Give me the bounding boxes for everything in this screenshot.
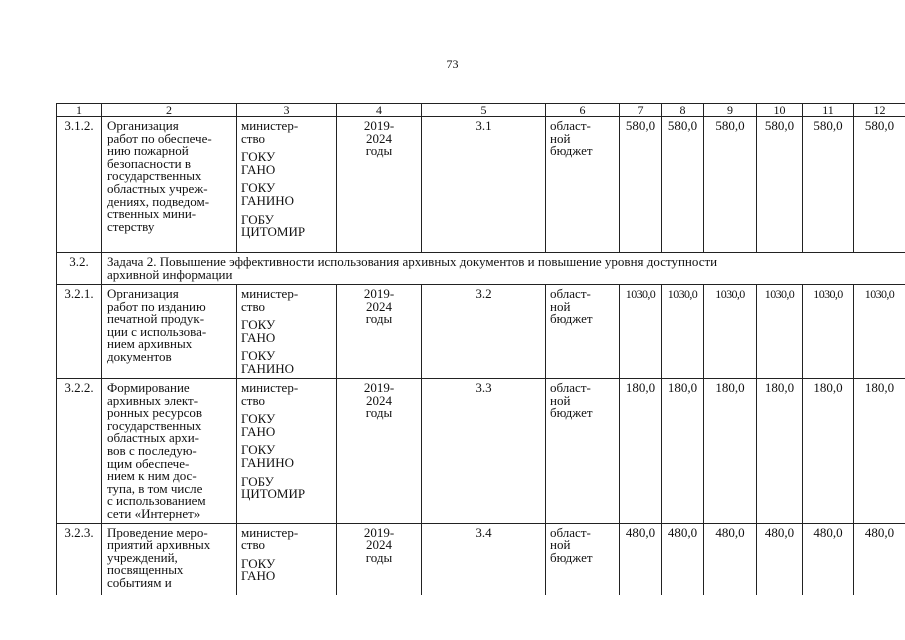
years-line: 2019- [363,524,395,540]
implementation-years [337,379,422,524]
funding-source-line: бюджет [550,143,593,159]
activity-name [102,379,237,524]
executor-item [241,413,334,438]
funding-source-line: област- [550,118,591,133]
funding-source [546,523,620,595]
executor-item [241,444,334,469]
funding-value: 480,0 [803,523,854,595]
activity-name-line: печатной продук- [107,311,205,327]
column-number-cell: 2 [102,104,237,117]
activity-name-line: учреждений, [107,549,178,565]
funding-value: 180,0 [854,379,905,524]
activity-name-line: сети «Интернет» [107,505,201,521]
executor-item [241,473,334,502]
column-number-cell: 11 [803,104,854,117]
funding-value: 180,0 [803,379,854,524]
column-number-cell: 1 [57,104,102,117]
implementation-years [337,285,422,379]
column-number-cell: 5 [422,104,546,117]
executor-line: ГОБУ [241,211,274,227]
executor-item [241,382,334,407]
activity-name-line: тупа, в том числе [107,480,203,496]
funding-value: 480,0 [662,523,704,595]
activity-row [57,285,905,379]
funding-source-line: бюджет [550,405,593,421]
indicator-ref: 3.2 [422,285,546,379]
task-row [57,253,905,285]
page-number: 73 [446,57,459,71]
funding-value: 1030,0 [662,285,704,379]
funding-value: 480,0 [854,523,905,595]
activity-name-line: стерству [107,218,155,234]
activity-name-line: вов с последую- [107,442,197,458]
executor-line: ГОКУ [241,317,276,333]
column-number-cell: 12 [854,104,905,117]
activity-number: 3.2.3. [57,523,102,595]
executor-item [241,350,334,375]
funding-source-line: област- [550,524,591,540]
funding-source-line: ной [550,298,571,314]
executor-item [241,319,334,344]
program-table [56,103,905,595]
funding-value: 1030,0 [704,285,757,379]
activity-name-line: приятий архивных [107,537,211,553]
executors [237,379,337,524]
activity-name-line: Организация [107,286,179,301]
funding-source-line: ной [550,392,571,408]
activity-name-line: областных архи- [107,430,199,446]
executor-line: ГОКУ [241,180,276,196]
activity-number: 3.2.2. [57,379,102,524]
funding-value: 480,0 [704,523,757,595]
years-line: 2024 [366,392,392,408]
executor-line: ГОКУ [241,348,276,364]
activity-name-line: Проведение меро- [107,524,208,540]
executor-item [241,151,334,176]
years-line: 2019- [363,380,395,395]
activity-name-line: щим обеспече- [107,455,190,471]
years-line: 2024 [366,130,392,146]
activity-name-line: областных учреж- [107,180,208,196]
executor-line: ГАНИНО [241,360,295,376]
executor-line: ГАНО [241,568,276,584]
executor-line: ство [241,392,266,408]
funding-source-line: бюджет [550,311,593,327]
funding-source-line: ной [550,537,571,553]
activity-row [57,523,905,595]
activity-name [102,523,237,595]
indicator-ref: 3.3 [422,379,546,524]
activity-name-line: Формирование [107,380,190,395]
funding-value: 480,0 [620,523,662,595]
funding-value: 1030,0 [757,285,803,379]
executor-line: ГОКУ [241,442,276,458]
funding-value: 580,0 [757,117,803,253]
implementation-years [337,523,422,595]
activity-name-line: посвященных [107,562,184,578]
executor-line: ЦИТОМИР [241,224,306,240]
executor-item [241,182,334,207]
task-text-line: Задача 2. Повышение эффективности использования архивных документов и повышение уровня доступности [107,254,718,269]
funding-value: 580,0 [803,117,854,253]
executor-line: министер- [241,286,299,301]
executor-item [241,288,334,313]
executor-line: министер- [241,118,299,133]
years-line: 2024 [366,537,392,553]
activity-name-line: документов [107,348,172,364]
funding-source [546,285,620,379]
funding-value: 580,0 [662,117,704,253]
executor-line: ство [241,298,266,314]
activity-name-line: с использованием [107,493,206,509]
executor-item [241,524,334,553]
years-line: годы [365,143,393,159]
executor-line: ГАНИНО [241,192,295,208]
funding-source-line: бюджет [550,549,593,565]
column-number-cell: 8 [662,104,704,117]
funding-value: 480,0 [757,523,803,595]
funding-value: 580,0 [704,117,757,253]
executor-line: ГАНИНО [241,454,295,470]
executor-item [241,211,334,240]
activity-name-line: работ по обеспече- [107,130,212,146]
funding-value: 180,0 [757,379,803,524]
activity-number: 3.1.2. [57,117,102,253]
funding-source-line: ной [550,130,571,146]
funding-value: 180,0 [704,379,757,524]
funding-value: 180,0 [662,379,704,524]
column-number-cell: 6 [546,104,620,117]
executors [237,117,337,253]
executor-item [241,555,334,584]
funding-source [546,379,620,524]
executor-line: ство [241,537,266,553]
executors [237,523,337,595]
activity-name-line: безопасности в [107,155,192,171]
executor-line: ГОКУ [241,411,276,427]
funding-value: 1030,0 [854,285,905,379]
activity-name-line: событиям и [107,574,172,590]
executor-line: ГОБУ [241,473,274,489]
years-line: 2019- [363,118,395,133]
column-number-row [57,104,905,117]
activity-name-line: нием к ним дос- [107,468,197,484]
activity-number: 3.2.1. [57,285,102,379]
column-number-cell: 9 [704,104,757,117]
activity-name-line: Организация [107,118,179,133]
funding-source [546,117,620,253]
task-text-line: архивной информации [107,266,233,282]
years-line: годы [365,311,393,327]
activity-name-line: государственных [107,168,202,184]
activity-row [57,117,905,253]
executor-line: ГАНО [241,329,276,345]
executor-line: ГАНО [241,161,276,177]
executor-line: ЦИТОМИР [241,486,306,502]
years-line: 2019- [363,286,395,301]
executor-line: ГОКУ [241,149,276,165]
column-number-cell: 3 [237,104,337,117]
column-number-cell: 4 [337,104,422,117]
indicator-ref: 3.1 [422,117,546,253]
task-number: 3.2. [57,253,102,285]
activity-name-line: государственных [107,417,202,433]
activity-name-line: нием архивных [107,336,193,352]
activity-name-line: работ по изданию [107,298,206,314]
column-number-cell: 7 [620,104,662,117]
implementation-years [337,117,422,253]
indicator-ref: 3.4 [422,523,546,595]
years-line: 2024 [366,298,392,314]
activity-name-line: ции с использова- [107,323,207,339]
executor-line: ГАНО [241,423,276,439]
activity-name [102,117,237,253]
activity-row [57,379,905,524]
activity-name-line: ственных мини- [107,206,197,222]
funding-value: 1030,0 [620,285,662,379]
activity-name-line: дениях, подведом- [107,193,210,209]
activity-name-line: ронных ресурсов [107,405,202,421]
years-line: годы [365,405,393,421]
funding-value: 580,0 [854,117,905,253]
funding-value: 180,0 [620,379,662,524]
executor-line: министер- [241,380,299,395]
executor-line: ство [241,130,266,146]
activity-name [102,285,237,379]
task-text [102,253,905,285]
executor-item [241,120,334,145]
funding-source-line: област- [550,286,591,301]
column-number-cell: 10 [757,104,803,117]
funding-value: 580,0 [620,117,662,253]
activity-name-line: нию пожарной [107,143,189,159]
activity-name-line: архивных элект- [107,392,199,408]
funding-value: 1030,0 [803,285,854,379]
executor-line: министер- [241,524,299,540]
executor-line: ГОКУ [241,555,276,571]
funding-source-line: област- [550,380,591,395]
executors [237,285,337,379]
years-line: годы [365,549,393,565]
